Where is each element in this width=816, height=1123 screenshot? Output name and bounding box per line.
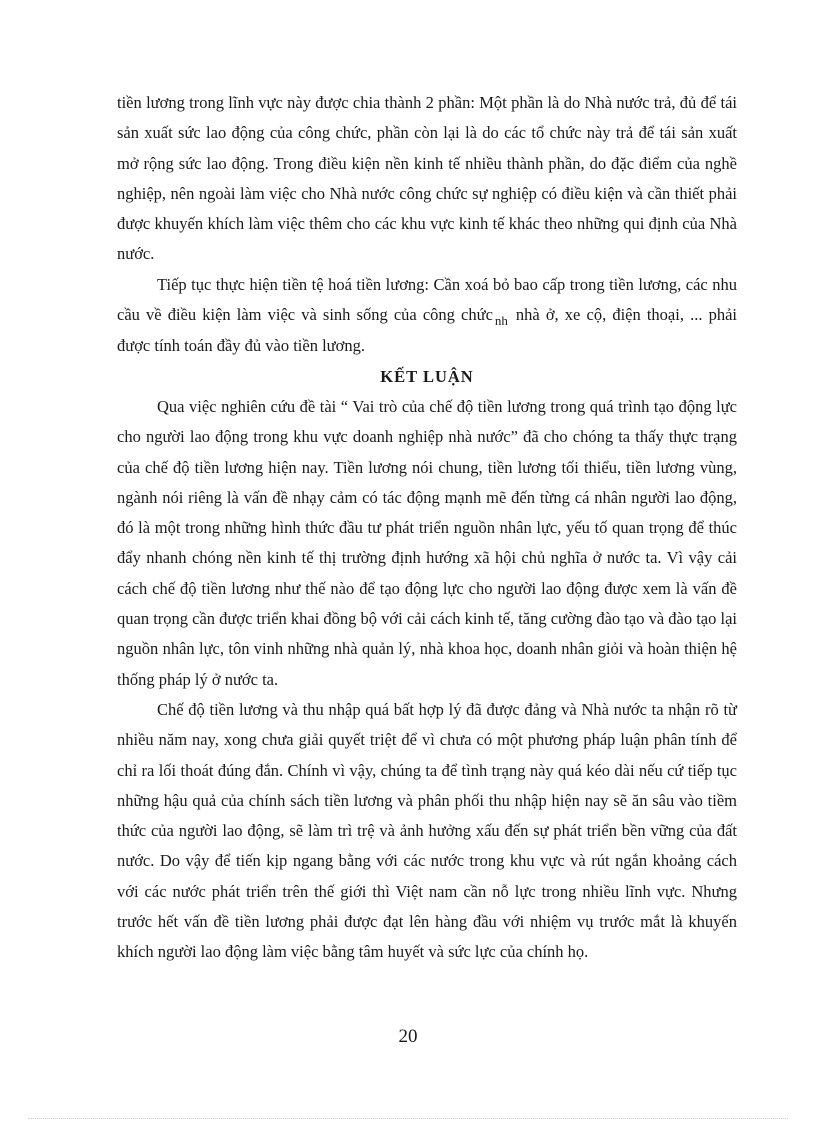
paragraph-text-start: Tiếp tục thực hiện tiền tệ hoá tiền lương: Cần xoá bỏ bao cấp trong tiền lương, các nhu cầu về điều kiện làm việc và sinh sống của công chức [117,274,737,325]
paragraph-text-end: nhà ở, xe cộ, điện thoại, ... phải được tính toán đầy đủ vào tiền lương. [117,305,737,356]
paragraph-continuation: tiền lương trong lĩnh vực này được chia thành 2 phần: Một phần là do Nhà nước trả, đủ để tái sản xuất sức lao động của công chức, phần còn lại là do các tổ chức này trả để tái sản xuất mở rộng sức lao động. Trong điều kiện nền kinh tế nhiều thành phần, do đặc điểm của nghề nghiệp, nên ngoài làm việc cho Nhà nước công chức sự nghiệp có điều kiện và cần thiết phải được khuyến khích làm việc thêm cho các khu vực kinh tế khác theo những qui định của Nhà nước. [117,93,737,264]
paragraph-conclusion-intro: Qua việc nghiên cứu đề tài “ Vai trò của chế độ tiền lương trong quá trình tạo động lực cho người lao động trong khu vực doanh nghiệp nhà nước” đã cho chóng ta thấy thực trạng của chế độ tiền lương hiện nay. Tiền lương nói chung, tiền lương tối thiểu, tiền lương vùng, ngành nói riêng là vấn đề nhạy cảm có tác động mạnh mẽ đến từng cá nhân người lao động, đó là một trong những hình thức đầu tư phát triển nguồn nhân lực, yếu tố quan trọng để thúc đẩy nhanh chóng nền kinh tế thị trường định hướng xã hội chủ nghĩa ở nước ta. Vì vậy cải cách chế độ tiền lương như thế nào để tạo động lực cho người lao động được xem là vấn đề quan trọng cần được triển khai đồng bộ với cải cách kinh tế, tăng cường đào tạo và đào tạo lại nguồn nhân lực, tôn vinh những nhà quản lý, nhà khoa học, doanh nhân giỏi và hoàn thiện hệ thống pháp lý ở nước ta. [117,396,737,689]
section-heading-conclusion: KẾT LUẬN [380,366,474,386]
subscript-fragment: nh [494,313,508,329]
page-number: 20 [398,1026,418,1047]
paragraph-wage-monetization [117,270,737,362]
paragraph-conclusion-body: Chế độ tiền lương và thu nhập quá bất hợp lý đã được đảng và Nhà nước ta nhận rõ từ nhiều năm nay, xong chưa giải quyết triệt để vì chưa có một phương pháp luận phân tính để chỉ ra lối thoát đúng đắn. Chính vì vậy, chúng ta để tình trạng này quá kéo dài nếu cứ tiếp tục những hậu quả của chính sách tiền lương và phân phối thu nhập hiện nay sẽ ăn sâu vào tiềm thức của người lao động, sẽ làm trì trệ và ảnh hưởng xấu đến sự phát triển bền vững của đất nước. Do vậy để tiến kịp ngang bằng với các nước trong khu vực và rút ngắn khoảng cách với các nước phát triển trên thế giới thì Việt nam cần nỗ lực trong nhiều lĩnh vực. Nhưng trước hết vấn đề tiền lương phải được đạt lên hàng đầu với nhiệm vụ trước mắt là khuyến khích người lao động làm việc bằng tâm huyết và sức lực của chính họ. [117,699,737,962]
document-page [117,88,737,968]
page-bottom-divider [28,1118,788,1119]
